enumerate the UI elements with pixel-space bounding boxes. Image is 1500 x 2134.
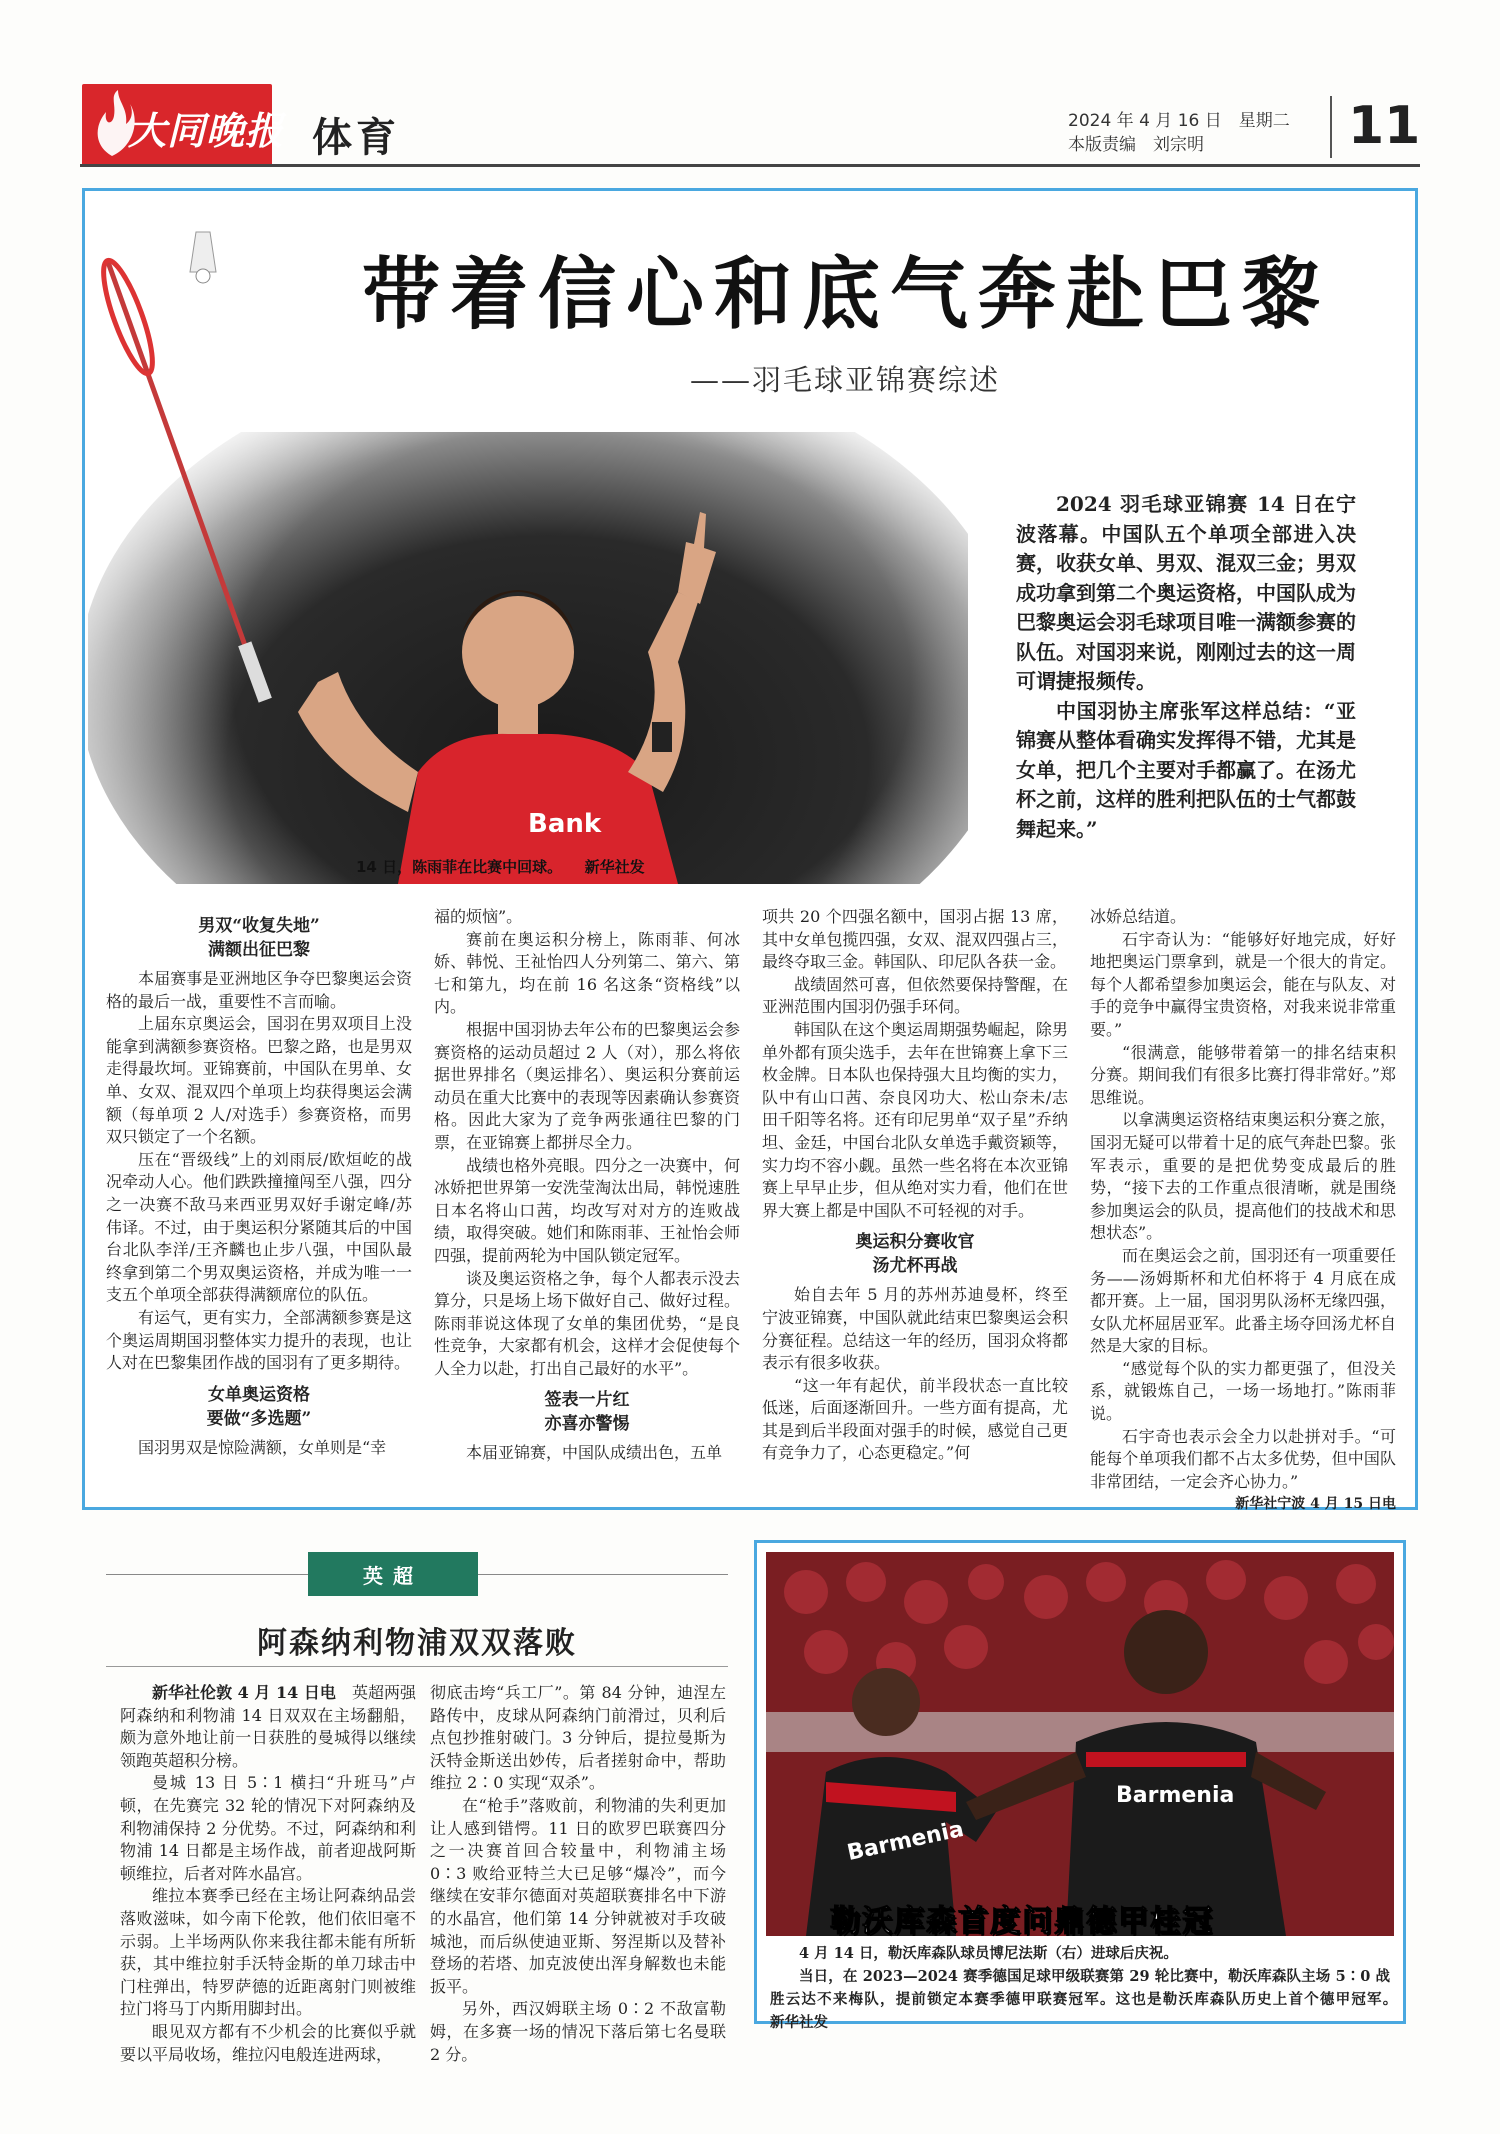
svg-text:Barmenia: Barmenia: [845, 1816, 966, 1866]
paragraph: 始自去年 5 月的苏州苏迪曼杯，终至宁波亚锦赛，中国队就此结束巴黎奥运会积分赛征程。总结这一年的经历，国羽众将都表示有很多收获。: [762, 1285, 1068, 1373]
epl-headline: 阿森纳利物浦双双落败: [257, 1626, 577, 1661]
section-tag: 英超: [308, 1552, 478, 1596]
subheading: [106, 914, 412, 962]
section-title: 体育: [312, 114, 400, 161]
paragraph: 石宇奇也表示会全力以赴拼对手。“可能每个单项我们都不占太多优势，但中国队非常团结，一定会齐心协力。”: [1090, 1426, 1396, 1491]
subheading-line: 汤尤杯再战: [872, 1256, 958, 1277]
subheading-line: 奥运积分赛收官: [855, 1232, 975, 1253]
paragraph: 以拿满奥运资格结束奥运积分赛之旅，国羽无疑可以带着十足的底气奔赴巴黎。张军表示，重要的是把优势变成最后的胜势，“接下去的工作重点很清晰，就是围绕参加奥运会的队员，提高他们的技战术和思想状态”。: [1090, 1110, 1396, 1243]
paragraph: 眼见双方都有不少机会的比赛似乎就要以平局收场，维拉闪电般连进两球，: [120, 2021, 416, 2064]
paragraph: “这一年有起伏，前半段状态一直比较低迷，后面逐渐回升。一些方面有提高，尤其是到后半段面对强手的时候，感觉自己更有竞争力了，心态更稳定。”何: [762, 1375, 1068, 1463]
subheading-line: 女单奥运资格: [208, 1384, 310, 1405]
page-editor: 本版责编 刘宗明: [1068, 135, 1204, 155]
issue-date: 2024 年 4 月 16 日 星期二: [1068, 111, 1290, 131]
paragraph: 曼城 13 日 5∶1 横扫“升班马”卢顿，在先赛完 32 轮的情况下对阿森纳及利物浦保持 2 分优势。不过，阿森纳和利物浦 14 日都是主场作战，前者迎战阿斯顿维拉，后者对阵水晶宫。: [120, 1773, 416, 1883]
article-column: [1090, 906, 1396, 1516]
paragraph: [120, 1682, 416, 1772]
paragraph: 战绩固然可喜，但依然要保持警醒，在亚洲范围内国羽仍强手环伺。: [762, 974, 1068, 1017]
paragraph: “很满意，能够带着第一的排名结束积分赛。期间我们有很多比赛打得非常好。”郑思维说。: [1090, 1042, 1396, 1107]
article-column: [434, 906, 740, 1465]
paragraph: 项共 20 个四强名额中，国羽占据 13 席，其中女单包揽四强，女双、混双四强占三，最终夺取三金。韩国队、印尼队各获一金。: [762, 907, 1068, 972]
paragraph: 谈及奥运资格之争，每个人都表示没去算分，只是场上场下做好自己、做好过程。陈雨菲说这体现了女单的集团优势，“是良性竞争，大家都有机会，这样才会促使每个人全力以赴，打出自己最好的水平”。: [434, 1268, 740, 1378]
photo-overlay-title: 勒沃库森首度问鼎德甲桂冠: [830, 1904, 1214, 1939]
paragraph: 另外，西汉姆联主场 0∶2 不敌富勒姆，在多赛一场的情况下落后第七名曼联 2 分。: [430, 1999, 726, 2064]
subheading: [434, 1388, 740, 1436]
page-number: 11: [1348, 96, 1421, 156]
divider: [106, 1666, 728, 1667]
subheading-line: 签表一片红: [544, 1390, 630, 1411]
paragraph: 维拉本赛季已经在主场让阿森纳品尝落败滋味，如今南下伦敦，他们依旧毫不示弱。上半场两队你来我往都未能有所斩获，其中维拉射手沃特金斯的单刀球击中门柱弹出，特罗萨德的近距离射门则被维拉门将马丁内斯用脚封出。: [120, 1886, 416, 2019]
paragraph: 赛前在奥运积分榜上，陈雨菲、何冰娇、韩悦、王祉怡四人分列第二、第六、第七和第九，均在前 16 名这条“资格线”以内。: [434, 929, 740, 1017]
subheading: [762, 1230, 1068, 1278]
paragraph: 石宇奇认为：“能够好好地完成，好好地把奥运门票拿到，就是一个很大的肯定。每个人都希望参加奥运会，能在与队友、对手的竞争中赢得宝贵资格，对我来说非常重要。”: [1090, 929, 1396, 1039]
subheading: [106, 1383, 412, 1431]
paragraph: 彻底击垮“兵工厂”。第 84 分钟，迪涅左路传中，皮球从阿森纳门前滑过，贝利后点包抄推射破门。3 分钟后，提拉曼斯为沃特金斯送出妙传，后者搓射命中，帮助维拉 2∶0 实现“双杀”。: [430, 1683, 726, 1793]
caption-line: 当日，在 2023—2024 赛季德国足球甲级联赛第 29 轮比赛中，勒沃库森队主场 5∶0 战胜云达不来梅队，提前锁定本赛季德甲联赛冠军。这也是勒沃库森队历史上首个德甲冠军。 新华社发: [770, 1968, 1434, 2031]
svg-text:Barmenia: Barmenia: [1116, 1783, 1235, 1808]
feature-lead: [1016, 490, 1356, 844]
article-column: [120, 1682, 416, 2066]
paragraph: 有运气，更有实力，全部满额参赛是这个奥运周期国羽整体实力提升的表现，也让人对在巴黎集团作战的国羽有了更多期待。: [106, 1307, 412, 1373]
logo-text: 大同晚报: [128, 108, 285, 153]
lead-paragraph: 中国羽协主席张军这样总结：“亚锦赛从整体看确实发挥得不错，尤其是女单，把几个主要对手都赢了。在汤尤杯之前，这样的胜利把队伍的士气都鼓舞起来。”: [1016, 698, 1356, 841]
paragraph: “感觉每个队的实力都更强了，但没关系，就锻炼自己，一场一场地打。”陈雨菲说。: [1090, 1358, 1396, 1424]
dateline: 新华社伦敦 4 月 14 日电: [152, 1683, 336, 1702]
photo-caption: 14 日，陈雨菲在比赛中回球。 新华社发: [356, 858, 645, 876]
subheading-line: 男双“收复失地”: [198, 916, 320, 936]
subheading-line: 要做“多选题”: [206, 1408, 312, 1429]
paragraph-text: 英超两强阿森纳和利物浦 14 日双双在主场翻船，颇为意外地让前一日获胜的曼城得以继续领跑英超积分榜。: [120, 1683, 416, 1770]
lead-paragraph: 2024 羽毛球亚锦赛 14 日在宁波落幕。中国队五个单项全部进入决赛，收获女单、男双、混双三金；男双成功拿到第二个奥运资格，中国队成为巴黎奥运会羽毛球项目唯一满额参赛的队伍。对国羽来说，刚刚过去的这一周可谓捷报频传。: [1016, 492, 1356, 693]
paragraph: 韩国队在这个奥运周期强势崛起，除男单外都有顶尖选手，去年在世锦赛上拿下三枚金牌。日本队也保持强大且均衡的实力，队中有山口茜、奈良冈功大、松山奈未/志田千阳等名将。还有印尼男单“双子星”乔纳坦、金廷，中国台北队女单选手戴资颖等，实力均不容小觑。虽然一些名将在本次亚锦赛上早早止步，但从绝对实力看，他们在世界大赛上都是中国队不可轻视的对手。: [762, 1019, 1068, 1220]
feature-subhead: ——羽毛球亚锦赛综述: [690, 363, 1001, 397]
caption-line: 4 月 14 日，勒沃库森队球员博尼法斯（右）进球后庆祝。: [799, 1945, 1178, 1962]
masthead-rule: [80, 164, 1420, 167]
paragraph: 在“枪手”落败前，利物浦的失利更加让人感到错愕。11 日的欧罗巴联赛四分之一决赛首回合较量中，利物浦主场 0∶3 败给亚特兰大已足够“爆冷”，而今继续在安菲尔德面对英超联赛排名中下游的水晶宫，他们第 14 分钟就被对手攻破城池，而后纵使迪亚斯、努涅斯以及替补登场的若塔、加克波使出浑身解数也未能扳平。: [430, 1795, 726, 1996]
dateline: 新华社宁波 4 月 15 日电: [1235, 1496, 1396, 1513]
paragraph: 冰娇总结道。: [1090, 907, 1187, 926]
paragraph: 战绩也格外亮眼。四分之一决赛中，何冰娇把世界第一安洗莹淘汰出局，韩悦速胜日本名将山口茜，均改写对对方的连败战绩，取得突破。她们和陈雨菲、王祉怡会师四强，提前两轮为中国队锁定冠军。: [434, 1155, 740, 1265]
svg-text:Bank: Bank: [528, 809, 602, 839]
paragraph: 国羽男双是惊险满额，女单则是“幸: [138, 1437, 387, 1457]
paragraph: 上届东京奥运会，国羽在男双项目上没能拿到满额参赛资格。巴黎之路，也是男双走得最坎坷。亚锦赛前，中国队在男单、女单、女双、混双四个单项上均获得奥运会满额（每单项 2 人/对选手）参赛资格，而男双只锁定了一个名额。: [106, 1014, 412, 1147]
subheading-line: 满额出征巴黎: [208, 940, 310, 960]
feature-headline: 带着信心和底气奔赴巴黎: [362, 249, 1331, 340]
paragraph: 而在奥运会之前，国羽还有一项重要任务——汤姆斯杯和尤伯杯将于 4 月底在成都开赛。上一届，国羽男队汤杯无缘四强，女队尤杯屈居亚军。此番主场夺回汤尤杯自然是大家的目标。: [1090, 1245, 1396, 1356]
paragraph: 本届亚锦赛，中国队成绩出色，五单: [466, 1443, 723, 1463]
paragraph: 压在“晋级线”上的刘雨辰/欧烜屹的战况牵动人心。他们跌跌撞撞闯至八强，四分之一决赛不敌马来西亚男双好手谢定峰/苏伟译。不过，由于奥运积分紧随其后的中国台北队李洋/王齐麟也止步八强，中国队最终拿到第二个男双奥运资格，并成为唯一一支五个单项全部获得满额席位的队伍。: [106, 1149, 412, 1305]
subheading-line: 亦喜亦警惕: [544, 1414, 630, 1435]
paragraph: 福的烦恼”。: [434, 907, 523, 926]
leverkusen-photo: [766, 1552, 1394, 1936]
article-column: [430, 1682, 726, 2066]
paragraph: 根据中国羽协去年公布的巴黎奥运会参赛资格的运动员超过 2 人（对），那么将依据世界排名（奥运排名）、奥运积分赛前运动员在重大比赛中的表现等因素确认参赛资格。因此大家为了竞争两张通往巴黎的门票，在亚锦赛上都拼尽全力。: [434, 1019, 740, 1152]
article-column: [106, 906, 412, 1459]
photo-caption: [770, 1942, 1434, 2034]
paragraph: 本届赛事是亚洲地区争夺巴黎奥运会资格的最后一战，重要性不言而喻。: [106, 969, 412, 1011]
divider: [1330, 96, 1332, 158]
article-column: [762, 906, 1068, 1465]
